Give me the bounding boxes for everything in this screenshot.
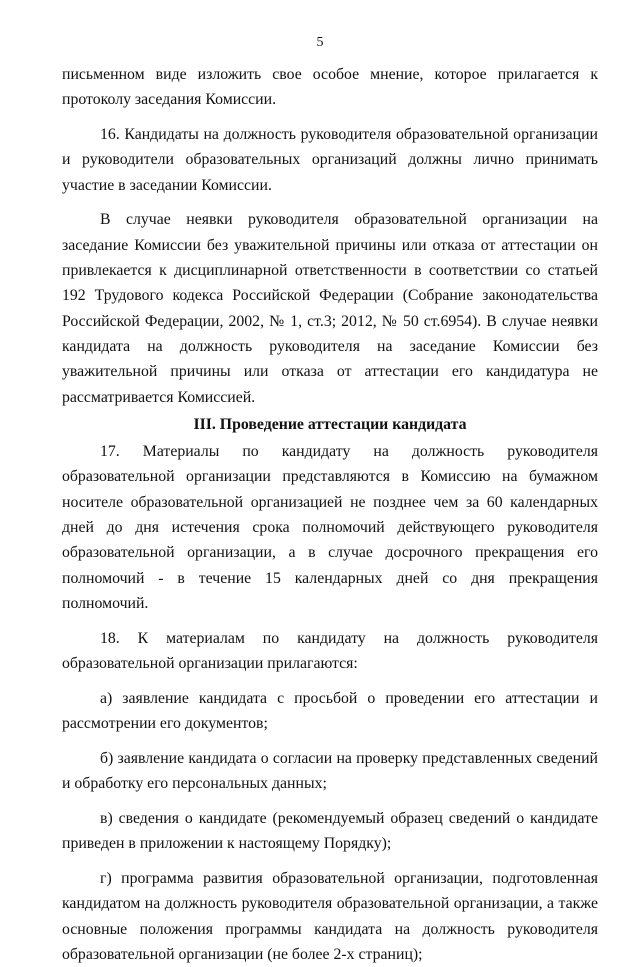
document-body — [62, 62, 598, 967]
list-item-v: в) сведения о кандидате (рекомендуемый образец сведений о кандидате приведен в приложении к настоящему Порядку); — [62, 810, 598, 853]
page-number: 5 — [316, 35, 324, 50]
paragraph-17: 17. Материалы по кандидату на должность руководителя образовательной организации представляются в Комиссию на бумажном носителе образовательной организацией не позднее чем за 60 календарных дней до дня истечения срока полномочий действующего руководителя образовательной организации, а в случае досрочного прекращения его полномочий - в течение 15 календарных дней со дня прекращения полномочий. — [62, 443, 598, 612]
section-heading: III. Проведение аттестации кандидата — [193, 415, 467, 433]
list-item-a: а) заявление кандидата с просьбой о проведении его аттестации и рассмотрении его документов; — [62, 689, 598, 733]
paragraph-16: 16. Кандидаты на должность руководителя образовательной организации и руководители образовательных организаций должны лично принимать участие в заседании Комиссии. — [62, 126, 598, 194]
paragraph-18: 18. К материалам по кандидату на должность руководителя образовательной организации прилагаются: — [62, 629, 598, 673]
list-item-g: г) программа развития образовательной организации, подготовленная кандидатом на должность руководителя образовательной организации, а также основные положения программы кандидата на должность руководителя образовательной организации (не более 2-х страниц); — [62, 870, 598, 963]
list-item-b: б) заявление кандидата о согласии на проверку представленных сведений и обработку его персональных данных; — [62, 749, 598, 793]
paragraph-continuation: письменном виде изложить свое особое мнение, которое прилагается к протоколу заседания Комиссии. — [62, 66, 598, 109]
paragraph-absence-rule: В случае неявки руководителя образовательной организации на заседание Комиссии без уважительной причины или отказа от аттестации он привлекается к дисциплинарной ответственности в соответствии со статьей 192 Трудового кодекса Российской Федерации (Собрание законодательства Российской Федерации, 2002, № 1, ст.3; 2012, № 50 ст.6954). В случае неявки кандидата на должность руководителя на заседание Комиссии без уважительной причины или отказа от аттестации его кандидатура не рассматривается Комиссией. — [62, 211, 598, 406]
